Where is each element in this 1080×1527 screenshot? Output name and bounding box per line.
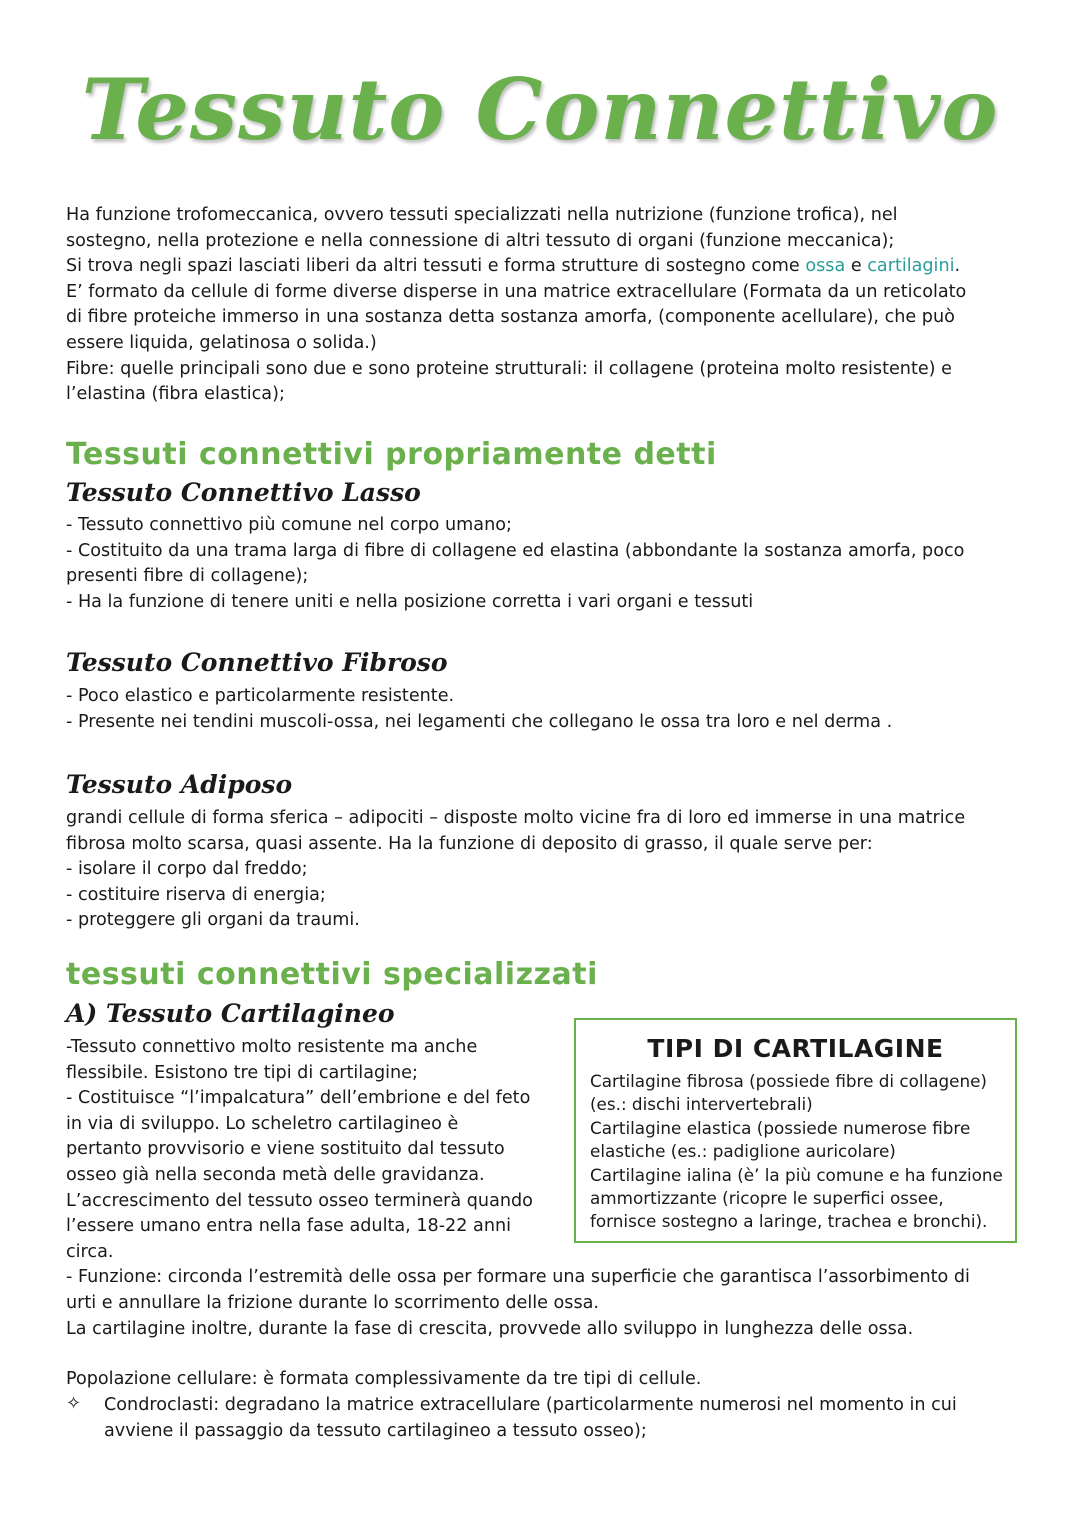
text-line: fibrosa molto scarsa, quasi assente. Ha la funzione di deposito di grasso, il quale serve per: [66, 833, 873, 854]
text-line: l’essere umano entra nella fase adulta, 18-22 anni [66, 1216, 512, 1237]
adiposo-paragraph [66, 806, 1026, 934]
text-line: circa. [66, 1241, 114, 1262]
intro-text: Si trova negli spazi lasciati liberi da altri tessuti e forma strutture di sostegno come [66, 256, 806, 277]
text-line: avviene il passaggio da tessuto cartilagineo a tessuto osseo); [104, 1420, 647, 1441]
popolazione-paragraph [66, 1367, 1026, 1393]
intro-text: e [845, 256, 868, 277]
box-title: TIPI DI CARTILAGINE [647, 1034, 944, 1063]
text-line: - Tessuto connettivo più comune nel corpo umano; [66, 515, 512, 535]
fibroso-paragraph [66, 684, 1026, 735]
text-line: - Poco elastico e particolarmente resistente. [66, 686, 455, 706]
bullet-paragraph [104, 1393, 1024, 1444]
section-heading-propriamente-detti: Tessuti connettivi propriamente detti [66, 437, 717, 472]
intro-line [66, 254, 1026, 280]
text-line: urti e annullare la frizione durante lo scorrimento delle ossa. [66, 1292, 599, 1313]
sparkle-bullet-icon: ✧ [66, 1393, 82, 1414]
text-line: - proteggere gli organi da traumi. [66, 910, 360, 931]
ossa-link: ossa [805, 256, 846, 277]
text-line: -Tessuto connettivo molto resistente ma anche [66, 1037, 478, 1057]
intro-line: di fibre proteiche immerso in una sostanza detta sostanza amorfa, (componente acellulare), che può [66, 307, 955, 328]
page-title: Tessuto Connettivo [81, 60, 999, 159]
text-line: - Presente nei tendini muscoli-ossa, nei legamenti che collegano le ossa tra loro e nel derma . [66, 711, 893, 732]
box-line: Cartilagine fibrosa (possiede fibre di collagene) [590, 1071, 987, 1091]
box-line: elastiche (es.: padiglione auricolare) [590, 1141, 896, 1162]
intro-text: . [954, 256, 961, 277]
text-line: L’accrescimento del tessuto osseo terminerà quando [66, 1190, 533, 1211]
lasso-paragraph [66, 513, 1026, 615]
box-line: ammortizzante (ricopre le superfici ossee, [590, 1188, 944, 1209]
subheading-fibroso: Tessuto Connettivo Fibroso [66, 648, 448, 677]
text-line: La cartilagine inoltre, durante la fase di crescita, provvede allo sviluppo in lunghezza delle ossa. [66, 1318, 914, 1339]
text-line: - isolare il corpo dal freddo; [66, 859, 308, 880]
text-line: Popolazione cellulare: è formata complessivamente da tre tipi di cellule. [66, 1369, 702, 1389]
text-line: - Funzione: circonda l’estremità delle ossa per formare una superficie che garantisca l’assorbimento di [66, 1267, 970, 1288]
text-line: presenti fibre di collagene); [66, 566, 309, 587]
text-line: - Costituito da una trama larga di fibre di collagene ed elastina (abbondante la sostanza amorfa, poco [66, 540, 965, 561]
text-line: in via di sviluppo. Lo scheletro cartilagineo è [66, 1113, 459, 1134]
text-line: - Ha la funzione di tenere uniti e nella posizione corretta i vari organi e tessuti [66, 591, 754, 612]
box-line: fornisce sostegno a laringe, trachea e bronchi). [590, 1211, 988, 1232]
text-line: osseo già nella seconda metà delle gravidanza. [66, 1164, 485, 1185]
subheading-lasso: Tessuto Connettivo Lasso [66, 478, 421, 507]
subheading-cartilagineo: A) Tessuto Cartilagineo [66, 999, 395, 1028]
intro-paragraph [66, 203, 1026, 408]
text-line: Condroclasti: degradano la matrice extracellulare (particolarmente numerosi nel momento in cui [104, 1395, 957, 1415]
intro-line: essere liquida, gelatinosa o solida.) [66, 332, 377, 353]
box-line: (es.: dischi intervertebrali) [590, 1094, 813, 1115]
text-line: - Costituisce “l’impalcatura” dell’embrione e del feto [66, 1088, 531, 1109]
intro-line: Ha funzione trofomeccanica, ovvero tessuti specializzati nella nutrizione (funzione trofica), nel [66, 205, 898, 225]
text-line: pertanto provvisorio e viene sostituito dal tessuto [66, 1139, 505, 1160]
intro-line: Fibre: quelle principali sono due e sono proteine strutturali: il collagene (proteina molto resistente) e [66, 358, 952, 379]
intro-line: E’ formato da cellule di forme diverse disperse in una matrice extracellulare (Formata da un reticolato [66, 281, 967, 302]
cartilage-types-box [574, 1018, 1017, 1243]
box-line: Cartilagine elastica (possiede numerose fibre [590, 1117, 971, 1138]
intro-line: l’elastina (fibra elastica); [66, 384, 285, 405]
box-line: Cartilagine ialina (è’ la più comune e ha funzione [590, 1164, 1003, 1185]
text-line: flessibile. Esistono tre tipi di cartilagine; [66, 1062, 418, 1083]
subheading-adiposo: Tessuto Adiposo [66, 770, 293, 799]
box-body [590, 1070, 1003, 1234]
cartilagini-link: cartilagini [867, 256, 955, 277]
intro-line: sostegno, nella protezione e nella connessione di altri tessuto di organi (funzione meccanica); [66, 230, 895, 251]
section-heading-specializzati: tessuti connettivi specializzati [66, 957, 598, 992]
text-line: grandi cellule di forma sferica – adipociti – disposte molto vicine fra di loro ed immerse in una matrice [66, 808, 966, 828]
text-line: - costituire riserva di energia; [66, 884, 326, 905]
